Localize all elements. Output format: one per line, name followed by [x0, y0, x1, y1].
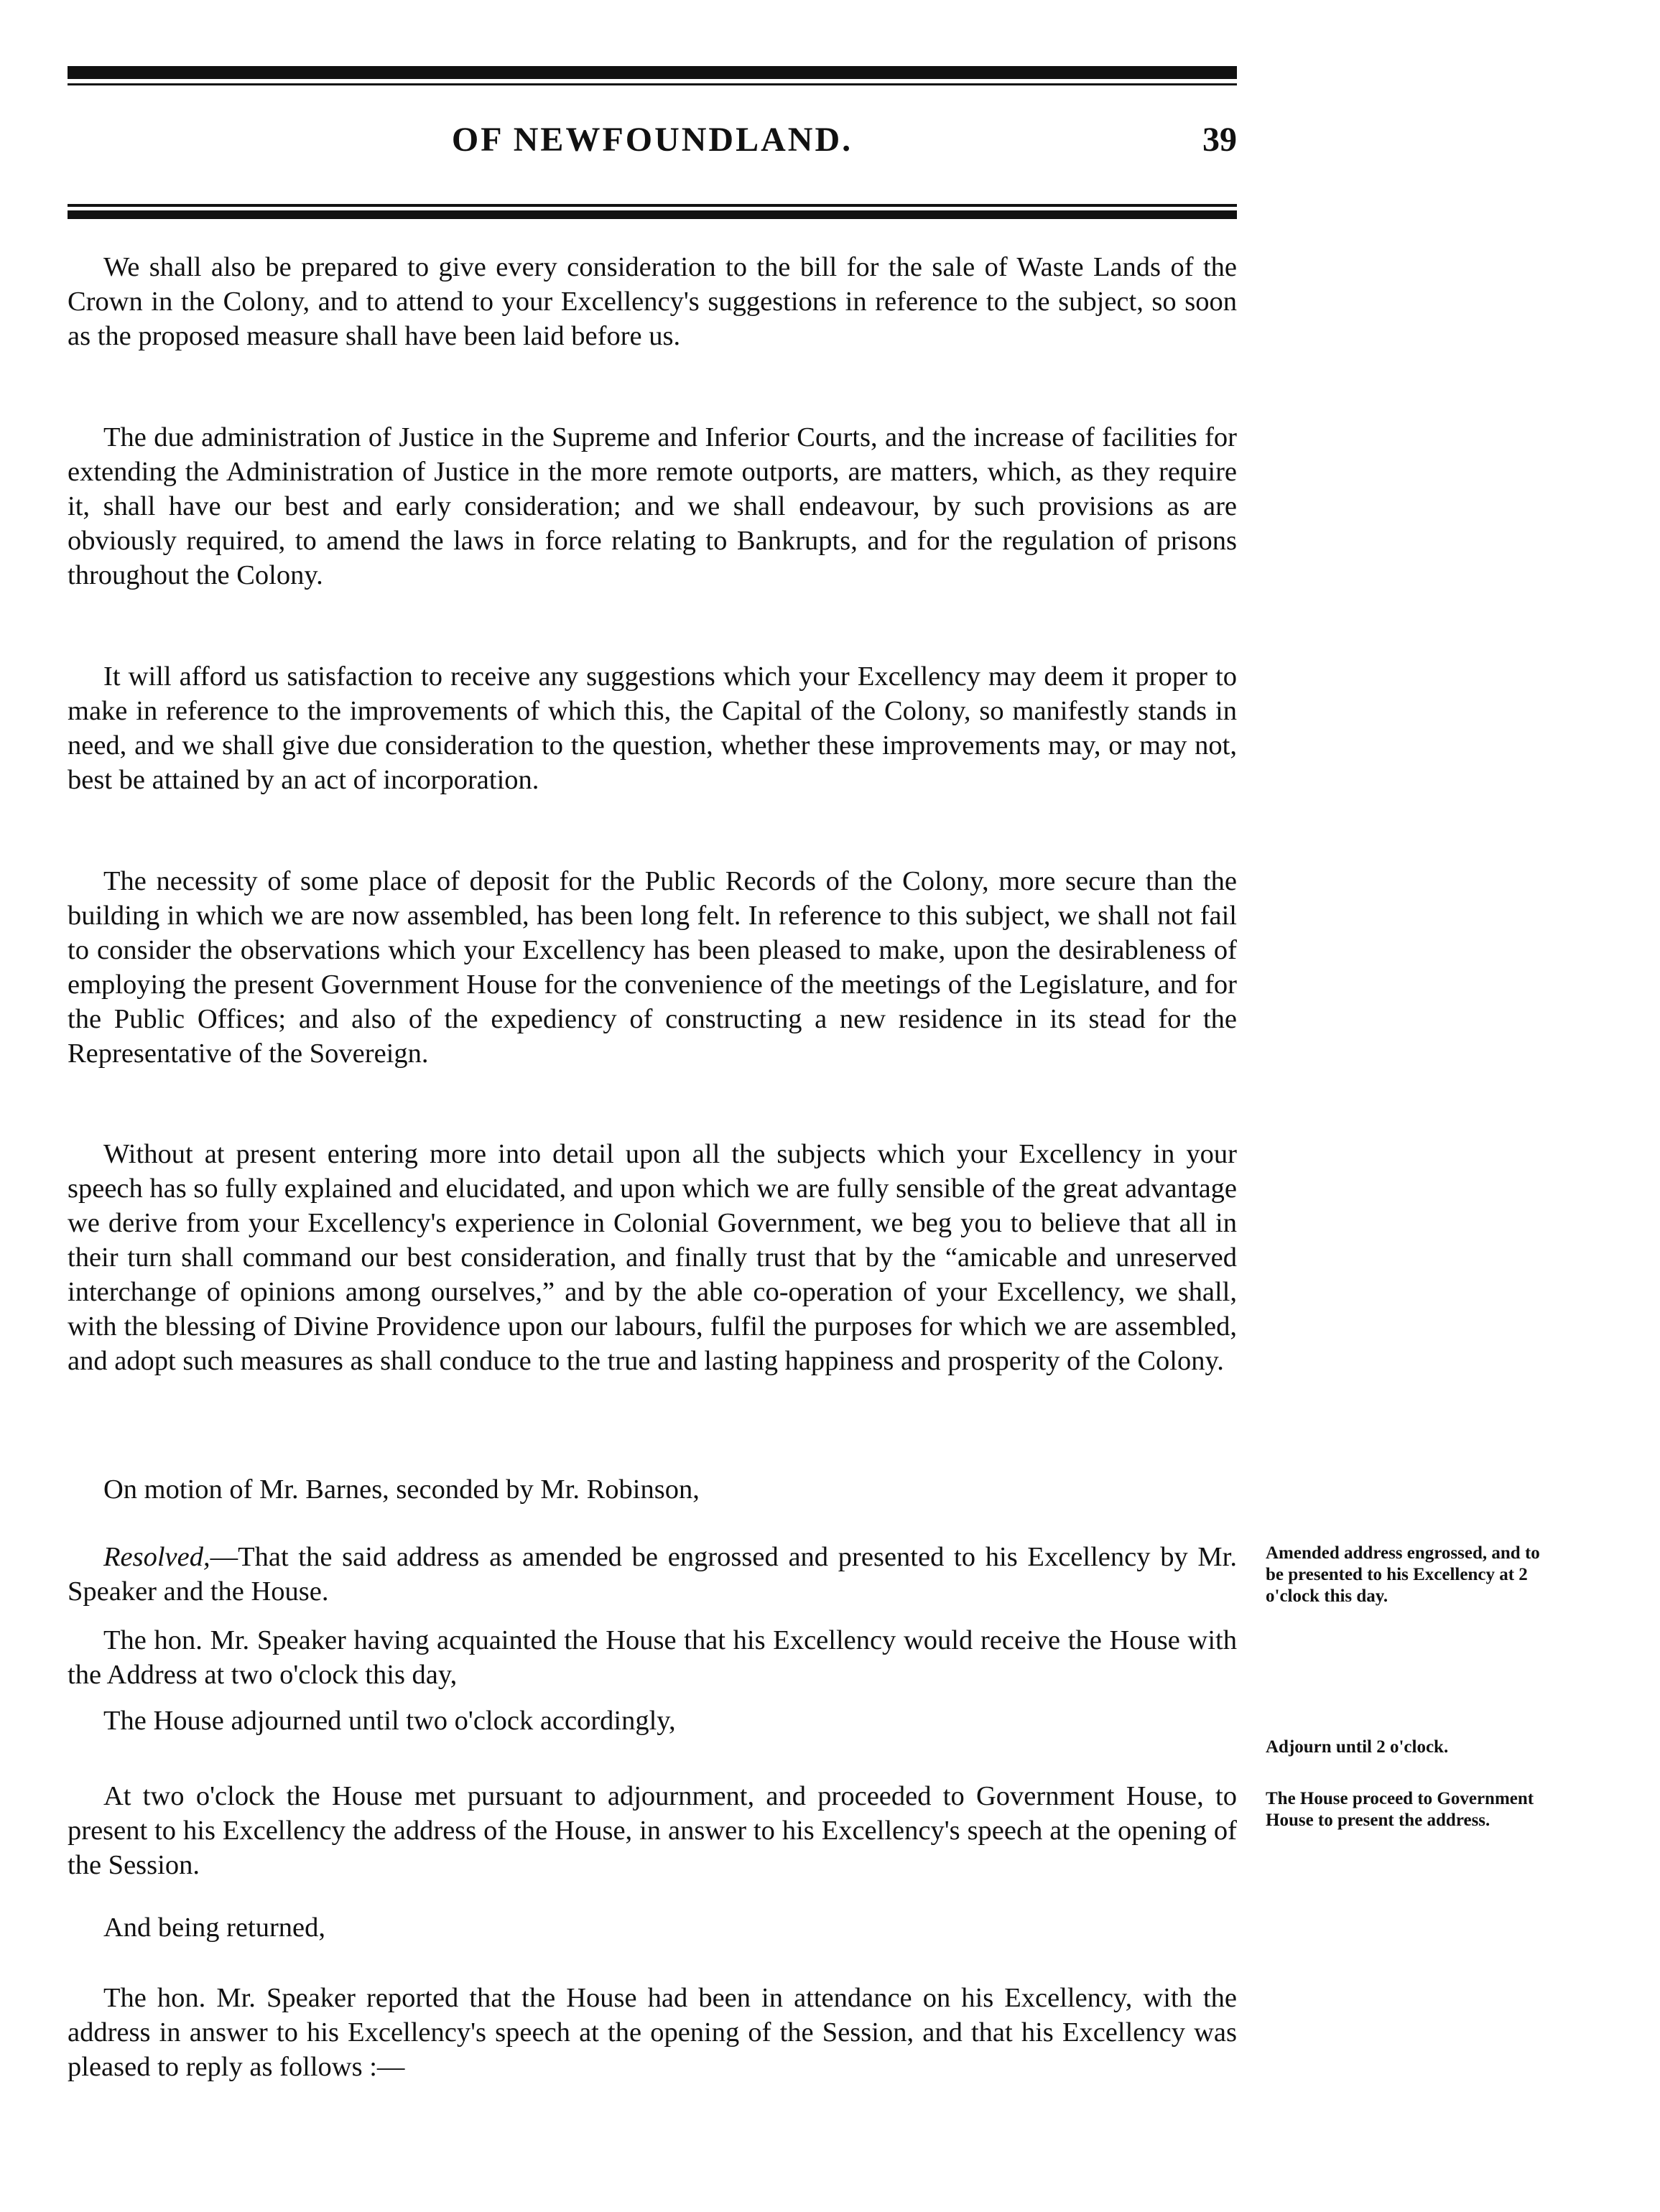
running-head	[68, 115, 1237, 165]
header-bottom-rule-thin	[68, 204, 1237, 207]
header-bottom-rule-thick	[68, 210, 1237, 219]
page-number: 39	[1202, 121, 1237, 159]
running-title: OF NEWFOUNDLAND.	[451, 121, 853, 159]
paragraph-proceeded: At two o'clock the House met pursuant to adjournment, and proceeded to Government House, to present to his Excellency the address of the House, in answer to his Excellency's speech at the opening of the Session.	[68, 1781, 1237, 1880]
paragraph-speaker-reported: The hon. Mr. Speaker reported that the House had been in attendance on his Excellency, with the address in answer to his Excellency's speech at the opening of the Session, and that his Excellency was pleased to reply as follows :—	[68, 1983, 1237, 2082]
paragraph-returned: And being returned,	[103, 1913, 325, 1943]
paragraph-motion: On motion of Mr. Barnes, seconded by Mr. Robinson,	[103, 1474, 700, 1505]
header-rule-thick	[68, 66, 1237, 79]
paragraph-public-records: The necessity of some place of deposit for the Public Records of the Colony, more secure than the building in which we are now assembled, has been long felt. In reference to this subject, we shall not fail to consider the observations which your Excellency has been pleased to make, upon the desirableness of employing the present Government House for the convenience of the meetings of the Legislature, and for the Public Offices; and also of the expediency of constructing a new residence in its stead for the Representative of the Sovereign.	[68, 866, 1237, 1069]
resolved-lead: Resolved,	[103, 1542, 210, 1572]
paragraph-speaker-acquainted: The hon. Mr. Speaker having acquainted the House that his Excellency would receive the House with the Address at two o'clock this day,	[68, 1625, 1237, 1690]
paragraph-resolved	[68, 1540, 1237, 1609]
paragraph-justice: The due administration of Justice in the Supreme and Inferior Courts, and the increase of facilities for extending the Administration of Justice in the more remote outports, are matters, which, as they require it, shall have our best and early consideration; and we shall endeavour, by such provisions as are obviously required, to amend the laws in force relating to Bankrupts, and for the regulation of prisons throughout the Colony.	[68, 422, 1237, 590]
margin-note-proceed: The House proceed to Government House to present the address.	[1266, 1789, 1534, 1830]
margin-note-engrossed: Amended address engrossed, and to be presented to his Excellency at 2 o'clock this day.	[1266, 1543, 1540, 1606]
header-rule-thin	[68, 83, 1237, 85]
paragraph-adjourned: The House adjourned until two o'clock accordingly,	[103, 1706, 676, 1736]
paragraph-capital-improvements: It will afford us satisfaction to receive any suggestions which your Excellency may deem it proper to make in reference to the improvements of which this, the Capital of the Colony, so manifestly stands in need, and we shall give due consideration to the question, whether these improvements may, or may not, best be attained by an act of incorporation.	[68, 661, 1237, 795]
paragraph-waste-lands: We shall also be prepared to give every consideration to the bill for the sale of Waste Lands of the Crown in the Colony, and to attend to your Excellency's suggestions in reference to the subject, so soon as the proposed measure shall have been laid before us.	[68, 252, 1237, 351]
margin-note-adjourn: Adjourn until 2 o'clock.	[1266, 1737, 1449, 1757]
paragraph-closing-address: Without at present entering more into detail upon all the subjects which your Excellency in your speech has so fully explained and elucidated, and upon which we are fully sensible of the great advantage we derive from your Excellency's experience in Colonial Government, we beg you to believe that all in their turn shall command our best consideration, and finally trust that by the “amicable and unreserved interchange of opinions among ourselves,” and by the able co-operation of your Excellency, we shall, with the blessing of Divine Providence upon our labours, fulfil the purposes for which we are assembled, and adopt such measures as shall conduce to the true and lasting happiness and prosperity of the Colony.	[68, 1139, 1237, 1376]
resolved-text: —That the said address as amended be engrossed and presented to his Excellency by Mr. Speaker and the House.	[68, 1542, 1237, 1607]
